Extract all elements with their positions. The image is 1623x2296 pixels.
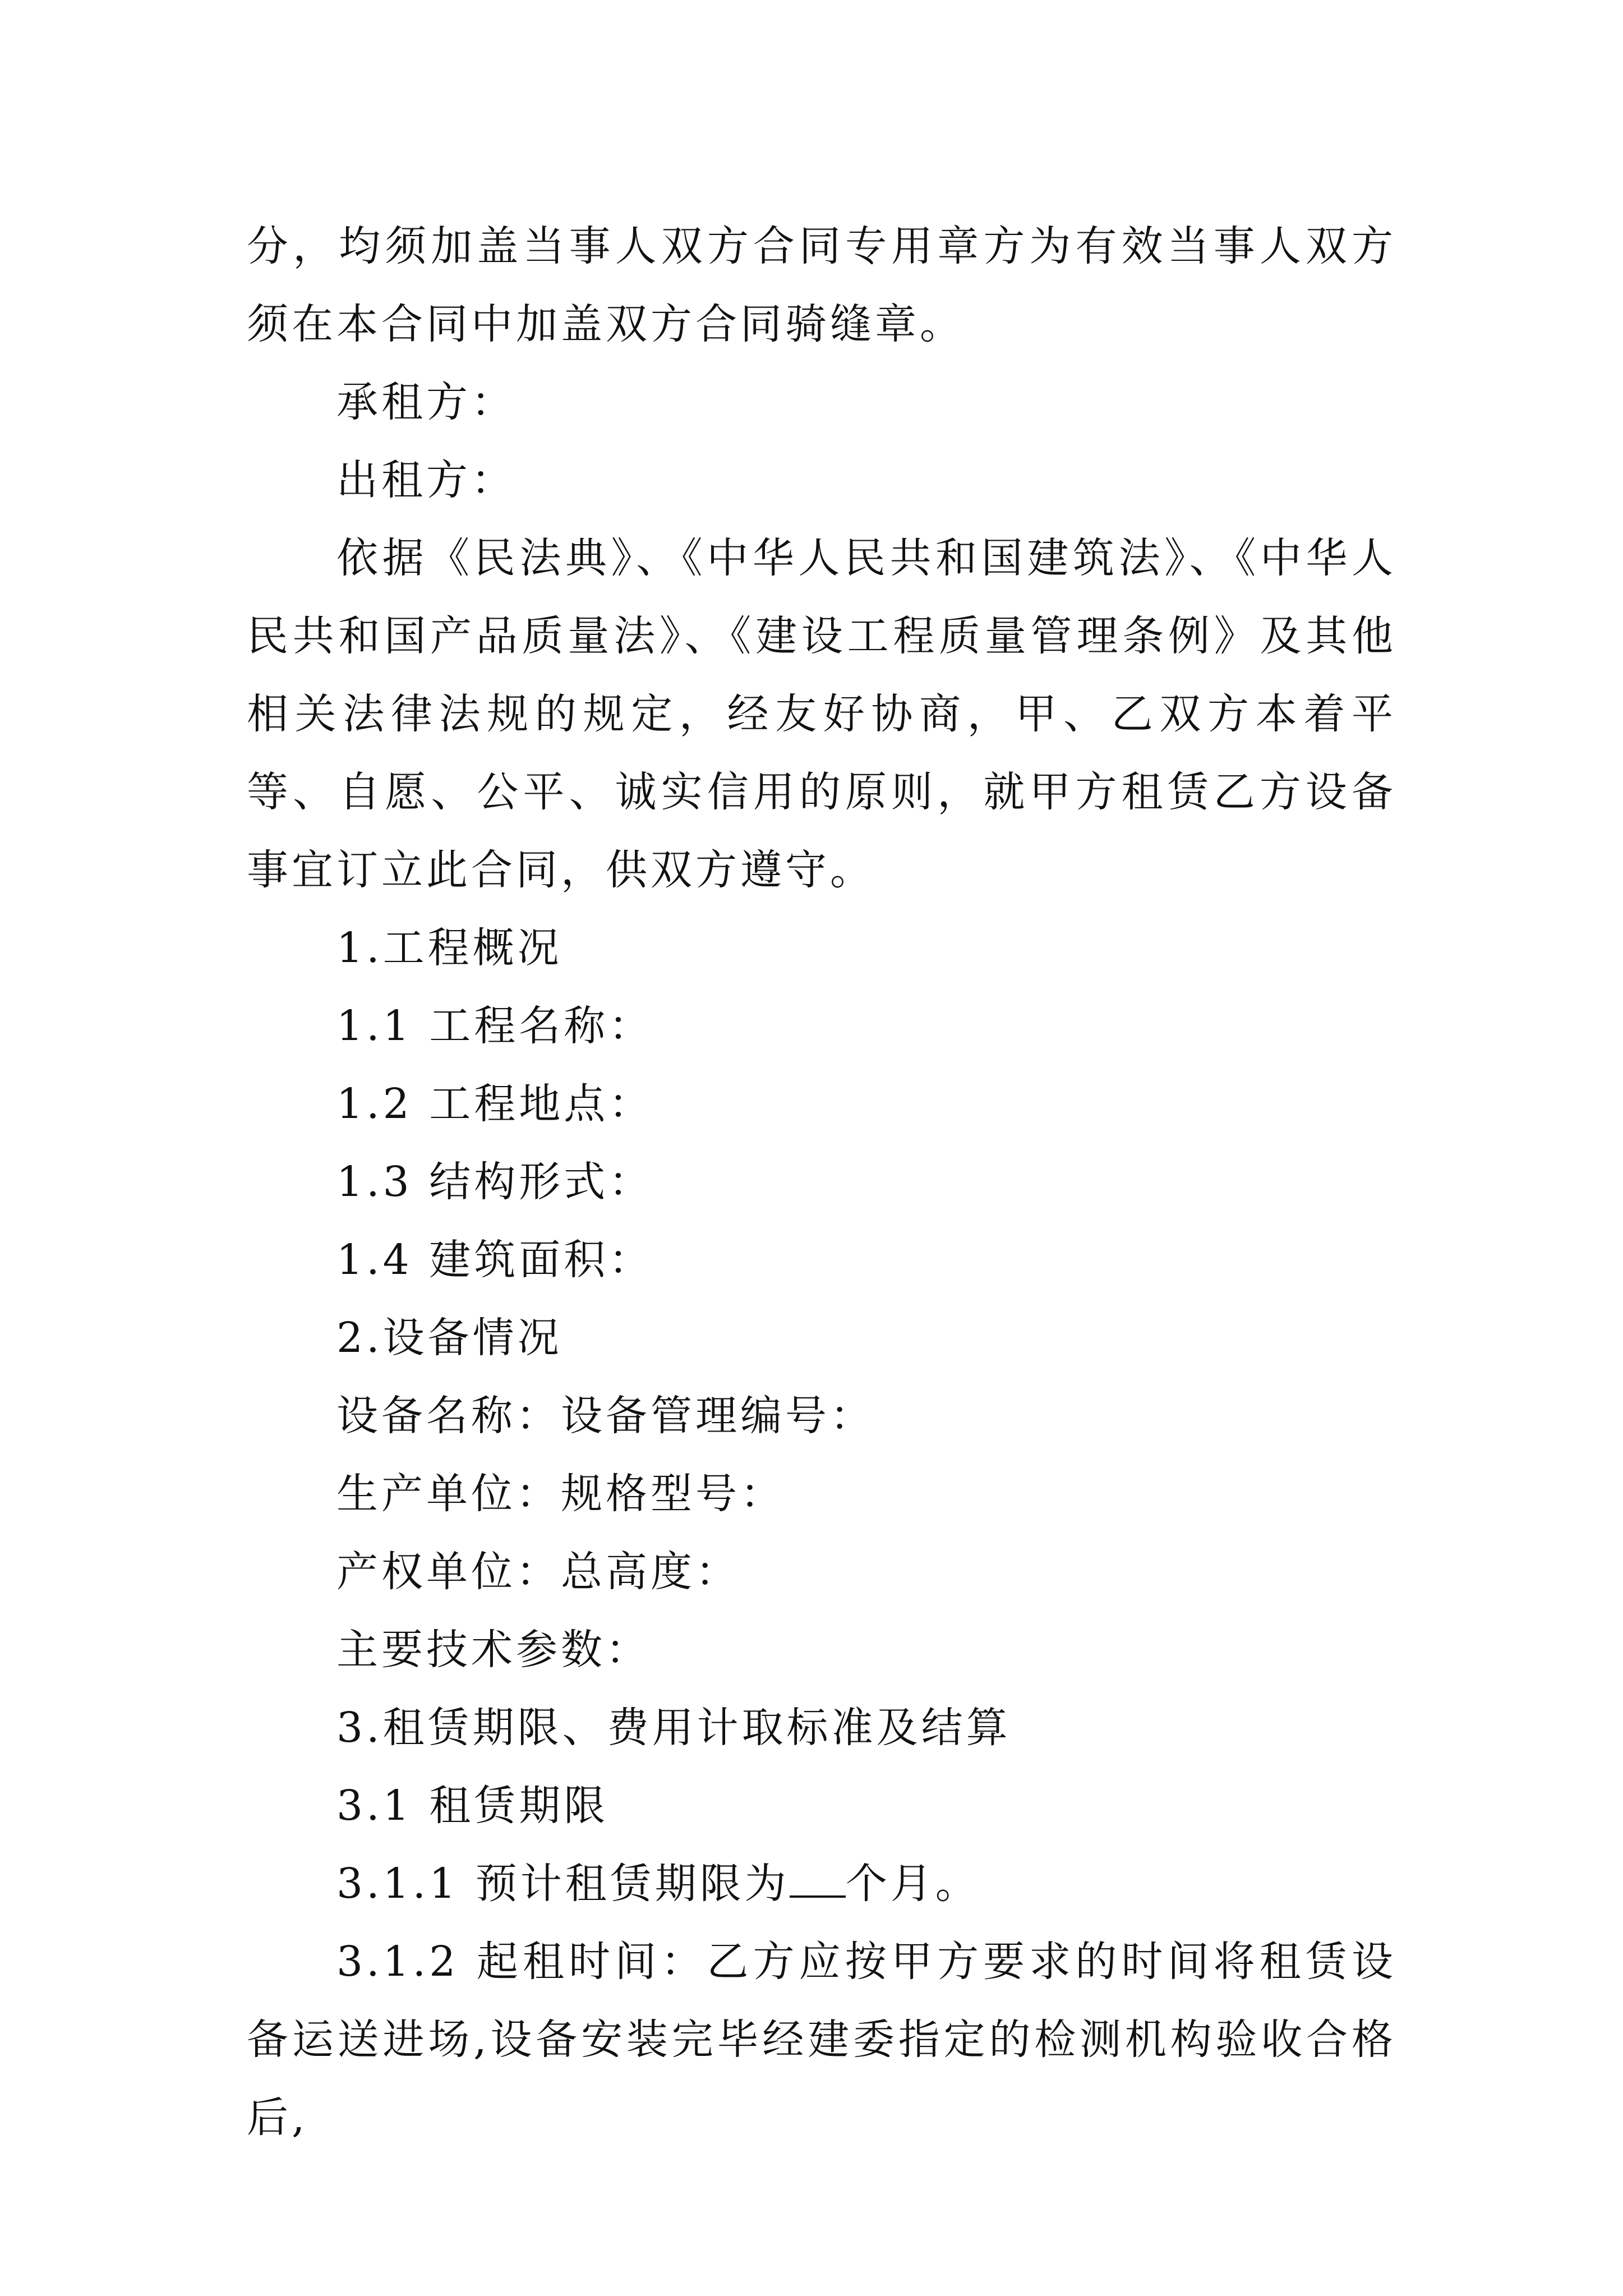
equipment-name-field: 设备名称：设备管理编号： (336, 1392, 875, 1440)
building-area-field: 1.4 建筑面积： (336, 1236, 654, 1284)
section-2-title: 2.设备情况 (336, 1314, 562, 1362)
section-1-title: 1.工程概况 (336, 924, 562, 972)
technical-params-field: 主要技术参数： (336, 1626, 651, 1674)
document-body (247, 208, 1396, 2157)
owner-unit-field: 产权单位：总高度： (336, 1548, 740, 1596)
structure-type-field: 1.3 结构形式： (336, 1158, 654, 1206)
paragraph-start-time: 3.1.2 起租时间：乙方应按甲方要求的时间将租赁设备运送进场,设备安装完毕经建委指定的检测机构验收合格后, (247, 1938, 1396, 2142)
lessor-label: 出租方： (336, 456, 516, 504)
lease-term-blank (790, 1862, 846, 1898)
section-3-title: 3.租赁期限、费用计取标准及结算 (336, 1704, 1011, 1752)
project-location-field: 1.2 工程地点： (336, 1080, 654, 1128)
project-name-field: 1.1 工程名称： (336, 1002, 654, 1050)
paragraph-opening: 分，均须加盖当事人双方合同专用章方为有效当事人双方须在本合同中加盖双方合同骑缝章。 (247, 222, 1396, 348)
lease-term-prefix: 3.1.1 预计租赁期限为 (336, 1860, 790, 1908)
lease-term-line (247, 1845, 1396, 1923)
lessee-label: 承租方： (336, 378, 516, 426)
lease-term-suffix: 个月。 (845, 1860, 980, 1908)
paragraph-legal-basis: 依据《民法典》、《中华人民共和国建筑法》、《中华人民共和国产品质量法》、《建设工程质量管理条例》及其他相关法律法规的规定，经友好协商，甲、乙双方本着平等、自愿、公平、诚实信用的原则，就甲方租赁乙方设备事宜订立此合同，供双方遵守。 (247, 534, 1396, 894)
manufacturer-field: 生产单位：规格型号： (336, 1470, 785, 1518)
section-3-1-title: 3.1 租赁期限 (336, 1782, 609, 1830)
